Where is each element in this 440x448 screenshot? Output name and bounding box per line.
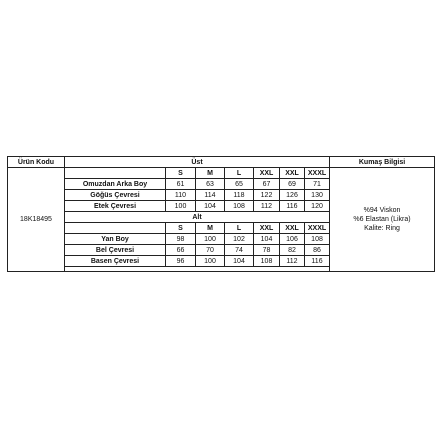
table-cell: 116 <box>280 201 305 212</box>
size-head-s: S <box>166 168 196 179</box>
table-cell: 98 <box>166 234 196 245</box>
blank-cell <box>65 267 330 272</box>
row-label: Etek Çevresi <box>65 201 166 212</box>
table-cell: 96 <box>166 256 196 267</box>
size-head-m: M <box>196 168 225 179</box>
table-cell: 86 <box>305 245 330 256</box>
table-cell: 63 <box>196 179 225 190</box>
table-cell: 104 <box>196 201 225 212</box>
table-cell: 108 <box>254 256 280 267</box>
table-cell: 100 <box>196 256 225 267</box>
table-cell: 67 <box>254 179 280 190</box>
table-cell: 118 <box>225 190 254 201</box>
fabric-info-cell <box>330 168 435 272</box>
fabric-info-header: Kumaş Bilgisi <box>330 157 435 168</box>
blank-cell <box>65 168 166 179</box>
table-cell: 61 <box>166 179 196 190</box>
row-label: Yan Boy <box>65 234 166 245</box>
size-head-xxl: XXL <box>254 168 280 179</box>
table-cell: 130 <box>305 190 330 201</box>
table-cell: 110 <box>166 190 196 201</box>
size-head-l: L <box>225 223 254 234</box>
alt-section-header: Alt <box>65 212 330 223</box>
row-label: Omuzdan Arka Boy <box>65 179 166 190</box>
table-cell: 78 <box>254 245 280 256</box>
table-cell: 112 <box>280 256 305 267</box>
table-cell: 69 <box>280 179 305 190</box>
size-head-l: L <box>225 168 254 179</box>
table-cell: 114 <box>196 190 225 201</box>
size-head-xxl: XXL <box>254 223 280 234</box>
table-cell: 104 <box>254 234 280 245</box>
fabric-line: %94 Viskon <box>363 207 401 214</box>
size-head-xxl-2: XXL <box>280 168 305 179</box>
table-cell: 122 <box>254 190 280 201</box>
ust-size-row <box>8 168 435 179</box>
table-header-row <box>8 157 435 168</box>
size-head-m: M <box>196 223 225 234</box>
row-label: Basen Çevresi <box>65 256 166 267</box>
table-cell: 66 <box>166 245 196 256</box>
table-cell: 108 <box>225 201 254 212</box>
ust-section-header: Üst <box>65 157 330 168</box>
product-code-header: Ürün Kodu <box>8 157 65 168</box>
size-head-xxxl: XXXL <box>305 223 330 234</box>
table-cell: 82 <box>280 245 305 256</box>
table-cell: 100 <box>166 201 196 212</box>
table-cell: 70 <box>196 245 225 256</box>
size-chart-table <box>7 156 435 272</box>
table-cell: 74 <box>225 245 254 256</box>
table-cell: 126 <box>280 190 305 201</box>
blank-cell <box>65 223 166 234</box>
row-label: Bel Çevresi <box>65 245 166 256</box>
table-cell: 104 <box>225 256 254 267</box>
table-cell: 65 <box>225 179 254 190</box>
table-cell: 100 <box>196 234 225 245</box>
size-head-xxl-2: XXL <box>280 223 305 234</box>
table-cell: 102 <box>225 234 254 245</box>
table-cell: 108 <box>305 234 330 245</box>
size-head-xxxl: XXXL <box>305 168 330 179</box>
table-cell: 106 <box>280 234 305 245</box>
table-cell: 71 <box>305 179 330 190</box>
product-code-cell: 18K18495 <box>8 168 65 272</box>
table-cell: 116 <box>305 256 330 267</box>
fabric-line: Kalite: Ring <box>364 225 400 232</box>
row-label: Göğüs Çevresi <box>65 190 166 201</box>
table-cell: 120 <box>305 201 330 212</box>
table-cell: 112 <box>254 201 280 212</box>
fabric-line: %6 Elastan (Likra) <box>353 216 411 223</box>
size-head-s: S <box>166 223 196 234</box>
